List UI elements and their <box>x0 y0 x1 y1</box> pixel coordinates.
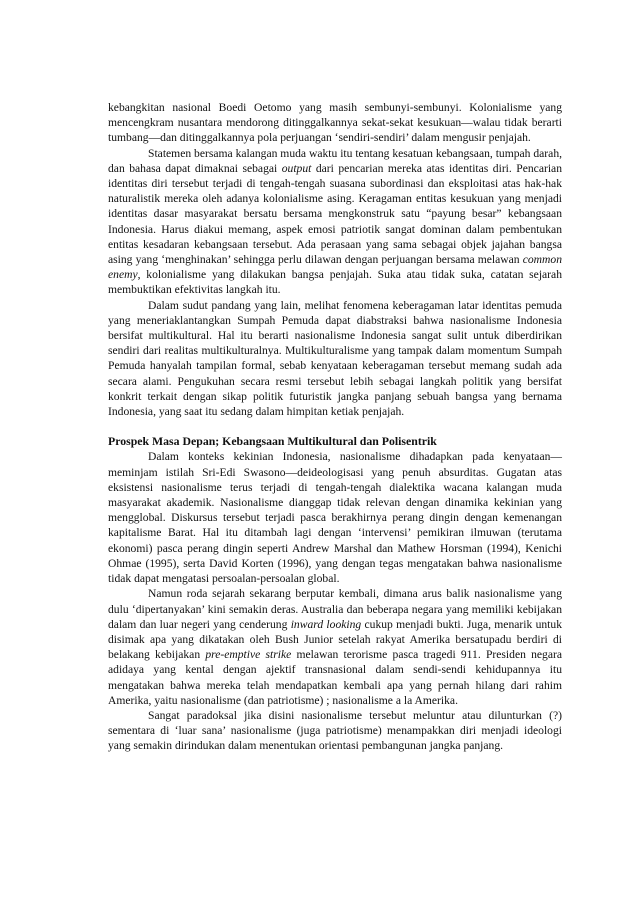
text-run: Sangat paradoksal jika disini nasionalisme tersebut meluntur atau dilunturkan (?) sementara di ‘luar sana’ nasionalisme (juga patriotisme) menampakkan diri menjadi ideologi yang semakin dirindukan dalam menentukan orientasi pembangunan jangka panjang. <box>108 708 562 753</box>
text-run: cukup menjadi bukti. Juga, menarik untuk disimak apa yang dikatakan oleh Bush Junior setelah rakyat Amerika bersatupadu berdiri di belakang kebijakan <box>108 617 562 662</box>
text-run: Dalam sudut pandang yang lain, melihat fenomena keberagaman latar identitas pemuda yang meneriaklantangkan Sumpah Pemuda dapat diabstraksi bahwa nasionalisme Indonesia bersifat multikultural. Hal itu berarti nasionalisme Indonesia sangat sulit untuk diberdirikan sendiri dari realitas multikulturalnya. Multikulturalisme yang tampak dalam momentum Sumpah Pemuda hanyalah tampilan formal, sebab kenyataan keberagaman tersebut memang sudah ada secara alami. Pengukuhan secara resmi tersebut lebih sebagai langkah politik yang bersifat konkrit terkait dengan sikap politik futuristik jangka panjang sebuah bangsa yang bernama Indonesia, yang saat itu sedang dalam himpitan ketiak penjajah. <box>108 298 562 419</box>
italic-term: output <box>281 161 312 175</box>
text-run: Namun roda sejarah sekarang berputar kembali, dimana arus balik nasionalisme yang dulu ‘dipertanyakan’ kini semakin deras. Australia dan beberapa negara yang memiliki kebijakan dalam dan luar negeri yang cenderung <box>108 587 562 631</box>
text-run: kebangkitan nasional Boedi Oetomo yang masih sembunyi-sembunyi. Kolonialisme yang mencengkram nusantara mendorong ditinggalkannya sekat-sekat kesukuan—walau tidak berarti tumbang—dan ditinggalkannya pola perjuangan ‘sendiri-sendiri’ dalam mengusir penjajah. <box>108 101 562 145</box>
body-text-section-1 <box>108 100 562 419</box>
text-run: Dalam konteks kekinian Indonesia, nasionalisme dihadapkan pada kenyataan—meminjam istilah Sri-Edi Swasono—deideologisasi yang penuh absurditas. Gugatan atas eksistensi nasionalisme terus terjadi di tengah-tengah dialektika wacana kalangan muda masyarakat akademik. Nasionalisme dianggap tidak relevan dengan dinamika kekinian yang mengglobal. Diskursus tersebut terjadi pasca berakhirnya perang dingin dengan kemenangan kapitalisme Barat. Hal itu ditambah lagi dengan ‘intervensi’ pemikiran ilmuwan (terutama ekonomi) pasca perang dingin seperti Andrew Marshal dan Mathew Horsman (1994), Kenichi Ohmae (1995), serta David Korten (1996), yang dengan tegas mengatakan bahwa nasionalisme tidak dapat mengatasi persoalan-persoalan global. <box>108 450 562 586</box>
text-run: Statemen bersama kalangan muda waktu itu tentang kesatuan kebangsaan, tumpah darah, dan bahasa dapat dimaknai sebagai <box>108 146 563 175</box>
italic-term: pre-emptive strike <box>205 648 292 662</box>
text-run: dari pencarian mereka atas identitas diri. Pencarian identitas diri tersebut terjadi di tengah-tengah suasana subordinasi dan eksploitasi atas hak-hak naturalistik mereka oleh adanya kolonialisme asing. Keragaman entitas kesukuan yang menjadi identitas dasar masyarakat bersatu bersama mengkonstruk satu “payung besar” kebangsaan Indonesia. Harus diakui memang, aspek emosi patriotik sangat dominan dalam pembentukan entitas kesadaran kebangsaan tersebut. Ada perasaan yang sama sebagai objek jajahan bangsa asing yang ‘menghinakan’ sehingga perlu dilawan dengan perjuangan bersama melawan <box>108 161 562 267</box>
italic-term: common enemy <box>108 253 562 282</box>
body-text-section-2 <box>108 449 562 753</box>
paragraph <box>108 586 562 708</box>
text-run: melawan terorisme pasca tragedi 911. Presiden negara adidaya yang kental dengan ajektif transnasional dalam sendi-sendi kehidupannya itu mengatakan bahwa mereka telah mendapatkan kembali apa yang pernah hilang dari rahim Amerika, yaitu nasionalisme (dan patriotisme) ; nasionalisme a la Amerika. <box>108 648 562 707</box>
document-page <box>108 100 562 754</box>
paragraph <box>108 146 562 298</box>
section-heading: Prospek Masa Depan; Kebangsaan Multikultural dan Polisentrik <box>108 434 437 449</box>
text-run: , kolonialisme yang dilakukan bangsa penjajah. Suka atau tidak suka, catatan sejarah membuktikan efektivitas langkah itu. <box>108 268 562 297</box>
italic-term: inward looking <box>290 617 362 631</box>
paragraph <box>108 708 562 754</box>
paragraph <box>108 449 562 586</box>
paragraph <box>108 298 562 420</box>
paragraph <box>108 100 562 146</box>
